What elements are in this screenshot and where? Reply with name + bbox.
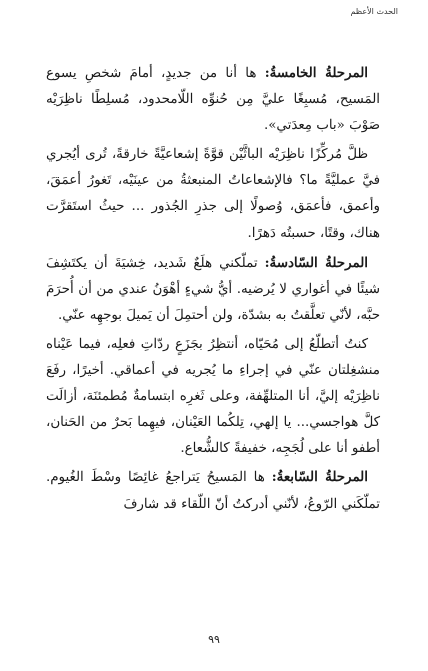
- stage-five-heading: المرحلةُ الخامسةُ:: [264, 65, 369, 81]
- paragraph-gaze: [46, 142, 380, 246]
- paragraph-stage-six: [46, 250, 380, 329]
- page-number: ٩٩: [208, 633, 220, 646]
- stage-six-text: تملّكني هلَعٌ شَديد، خِشيَةَ أن يكتَشِفَ شيئًا في أغواري لا يُرضيه. أيُّ شيءٍ أهْوَنُ عندي من أن أُحرَمَ حبَّه، لأنّي تعلَّقتُ به بشدّة، ولن أحتمِلَ أن يَميلَ بوجهِه عنّي.: [46, 255, 380, 323]
- paragraph-stage-five: [46, 60, 380, 139]
- stage-seven-heading: المرحلةُ السّابعةُ:: [271, 469, 368, 486]
- paragraph-stage-seven: [46, 464, 380, 517]
- gaze-text: ظلَّ مُركِّزًا ناظِرَيْه الباثَّيْن قوَّةً إشعاعيَّةً خارقةً، تُرى أيُجري فيَّ عمليَّةً ما؟ فالإشعاعاتُ المنبعثةُ من عينَيْه، تَغورُ أعمَقَ، وأعمق، فأعمَق، وُصولًا إلى جذرِ الجُذور ... حيثُ استَقرَّت هناك، وقتًا، حسبتُه دَهرًا.: [46, 147, 380, 241]
- page-body: [46, 60, 380, 521]
- stage-six-heading: المرحلةُ السّادسةُ:: [264, 254, 368, 271]
- paragraph-looking: [46, 332, 380, 462]
- stage-seven-text: ها المَسيحُ يَتراجعُ غائِصًا وسْطَ الغُيوم. تملّكَني الرّوعُ، لأنّني أدركتُ أنّ اللّقاء قد شارفَ: [46, 470, 380, 512]
- running-header: الحدث الأعظم: [350, 7, 398, 16]
- looking-text: كنتُ أتطلّعُ إلى مُحَيّاه، أنتظِرُ بجَزَعٍ ردّاتِ فعلِه، فيما عَيْناه منشغِلتان عنّي في إجراءِ ما يُجريه في أعماقي. أخيرًا، رفَعَ ناظِرَيْه إليَّ، أنا المتلهِّفة، وعلى ثَغرِه ابتسامةٌ مُطمئنَة، أزالَت كلَّ هواجسي... يا إلهي، تِلكُما العَيْنان، فيهِما بَحرٌ من الحَنان، أطفو أنا على لُجَجِه، خفيفةً كالشُّعاع.: [46, 336, 380, 457]
- stage-five-text: ها أنا من جديدٍ، أمامَ شخصِ يسوع المَسيح، مُسبِغًا عليَّ مِن حُنوِّه اللّامحدود، مُسلِطًا ناظِرَيْه صَوْبَ «باب مِعدَتي».: [46, 66, 380, 134]
